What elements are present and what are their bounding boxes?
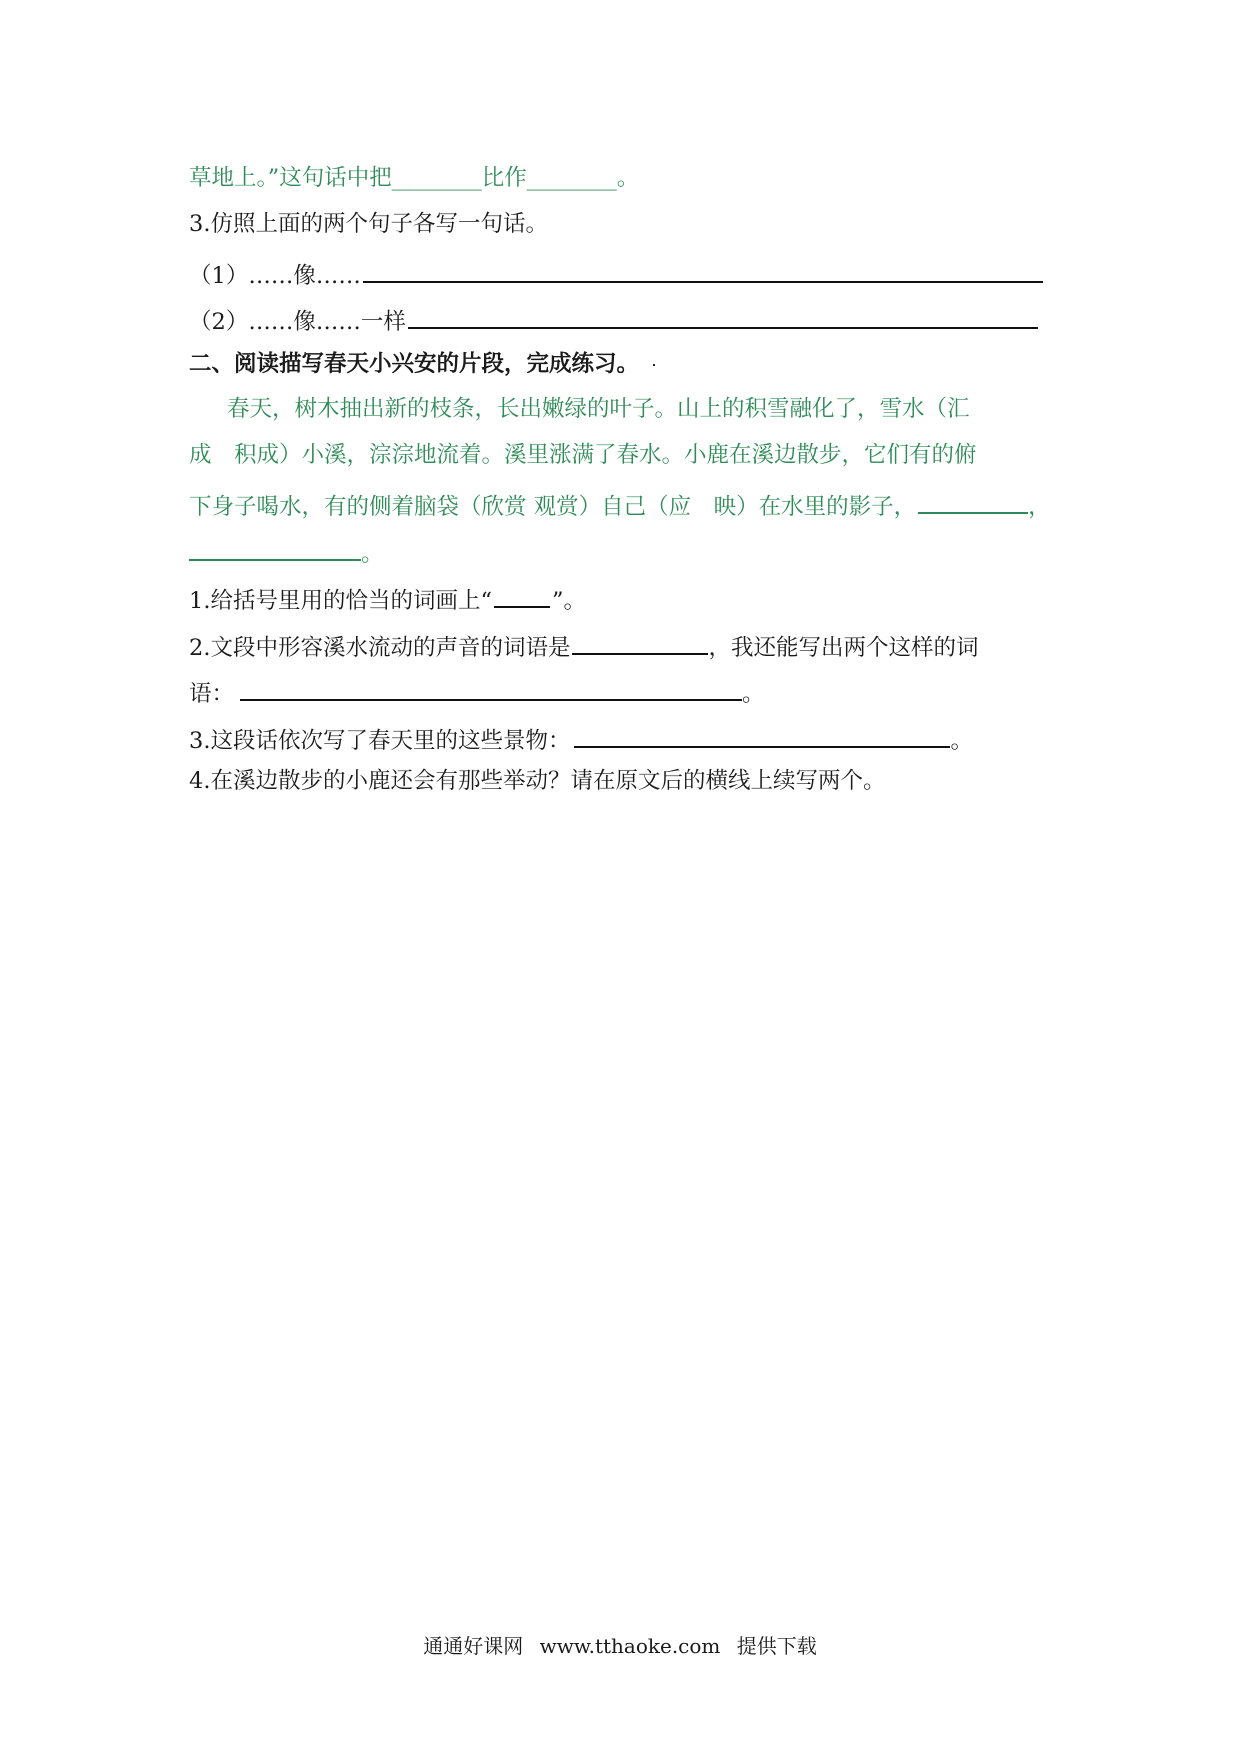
passage-line-3 — [189, 486, 1051, 522]
footer-action: 提供下载 — [736, 1634, 817, 1658]
question-3 — [189, 720, 973, 756]
question-2 — [189, 627, 978, 663]
question-2-line-2-suffix: 。 — [742, 681, 765, 707]
simile-end: 。 — [616, 165, 640, 191]
question-1-example-line — [494, 580, 550, 608]
question-2-examples-blank[interactable] — [240, 673, 742, 701]
question-3-suffix: 。 — [950, 728, 973, 754]
question-1-prefix: 1.给括号里用的恰当的词画上“ — [189, 588, 492, 614]
question-3-answer-blank[interactable] — [574, 720, 950, 748]
q3-item-1 — [189, 255, 1043, 291]
q3-item-2-label: （2）……像……一样 — [189, 309, 406, 335]
question-2-suffix: ，我还能写出两个这样的词 — [708, 635, 979, 661]
q3-title: 3.仿照上面的两个句子各写一句话。 — [189, 211, 548, 237]
question-3-prefix: 3.这段话依次写了春天里的这些景物： — [189, 728, 571, 754]
section-2-title — [189, 349, 655, 379]
simile-blank-2[interactable]: ________ — [526, 165, 617, 191]
question-1-suffix: ”。 — [551, 588, 586, 614]
q3-item-2-answer-line[interactable] — [408, 301, 1038, 329]
footer-site-name: 通通好课网 — [423, 1634, 524, 1658]
passage-continue-blank-2[interactable] — [189, 533, 361, 561]
passage-comma: ， — [1028, 494, 1051, 520]
question-2-line-2 — [189, 673, 765, 709]
section-2-title-text: 二、阅读描写春天小兴安的片段，完成练习。 — [189, 351, 640, 377]
passage-line-4-end: 。 — [361, 541, 384, 567]
question-2-answer-blank[interactable] — [572, 627, 708, 655]
passage-continue-blank-1[interactable] — [918, 486, 1028, 514]
passage-line-2: 成 积成）小溪，淙淙地流着。溪里涨满了春水。小鹿在溪边散步，它们有的俯 — [189, 442, 977, 468]
q2-simile-line — [189, 163, 639, 193]
question-4: 4.在溪边散步的小鹿还会有那些举动？请在原文后的横线上续写两个。 — [189, 768, 886, 794]
simile-mid: 比作 — [481, 165, 527, 191]
q3-item-1-label: （1）……像…… — [189, 263, 361, 289]
passage-line-3-text: 下身子喝水，有的侧着脑袋（欣赏 观赏）自己（应 映）在水里的影子， — [189, 494, 917, 520]
question-2-line-2-prefix: 语： — [189, 681, 235, 707]
simile-blank-1[interactable]: ________ — [391, 165, 482, 191]
q3-item-2 — [189, 301, 1038, 337]
simile-prefix: 草地上。”这句话中把 — [189, 165, 392, 191]
question-1 — [189, 580, 586, 616]
page-footer — [0, 1632, 1240, 1660]
footer-url[interactable]: www.tthaoke.com — [539, 1634, 721, 1658]
passage-line-4 — [189, 533, 384, 569]
q3-item-1-answer-line[interactable] — [363, 255, 1043, 283]
stray-dot — [653, 364, 655, 366]
question-2-prefix: 2.文段中形容溪水流动的声音的词语是 — [189, 635, 571, 661]
passage-line-1: 春天，树木抽出新的枝条，长出嫩绿的叶子。山上的积雪融化了，雪水（汇 — [227, 396, 970, 422]
